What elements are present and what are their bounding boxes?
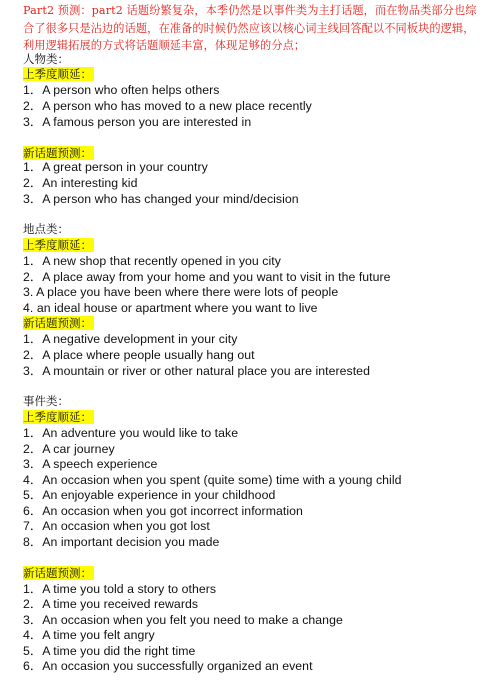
list-item: 3．A mountain or river or other natural place you are interested <box>23 364 370 378</box>
list-item: 6．An occasion you successfully organized an event <box>23 659 313 673</box>
category-heading-events: 事件类： <box>23 394 69 408</box>
highlight-text: 新话题预测： <box>23 316 92 330</box>
list-item: 7．An occasion when you got lost <box>23 519 210 533</box>
highlighted-label-retained-people <box>23 67 94 82</box>
list-item: 1．A great person in your country <box>23 160 208 174</box>
highlight-text: 新话题预测： <box>23 566 92 580</box>
list-item: 1．A time you told a story to others <box>23 582 217 596</box>
list-item: 8．An important decision you made <box>23 535 220 549</box>
highlight-text: 上季度顺延： <box>23 410 92 424</box>
list-item: 5．An enjoyable experience in your childhood <box>23 488 276 502</box>
list-item: 2．A place where people usually hang out <box>23 348 255 362</box>
list-item: 4．A time you felt angry <box>23 628 155 642</box>
highlight-text: 新话题预测： <box>23 146 92 160</box>
highlighted-label-new-people <box>23 146 94 161</box>
highlight-text: 上季度顺延： <box>23 67 92 81</box>
list-item: 1．An adventure you would like to take <box>23 426 239 440</box>
list-item: 3．A speech experience <box>23 457 158 471</box>
list-item: 3．A famous person you are interested in <box>23 115 252 129</box>
highlighted-label-retained-places <box>23 238 94 253</box>
list-item: 2．A car journey <box>23 442 115 456</box>
list-item: 2．A time you received rewards <box>23 597 199 611</box>
list-item: 1．A negative development in your city <box>23 332 238 346</box>
category-heading-people: 人物类： <box>23 52 69 66</box>
list-item: 4. an ideal house or apartment where you want to live <box>23 301 318 315</box>
list-item: 2．An interesting kid <box>23 176 138 190</box>
highlight-text: 上季度顺延： <box>23 238 92 252</box>
list-item: 3. A place you have been where there were lots of people <box>23 285 339 299</box>
list-item: 1．A person who often helps others <box>23 83 220 97</box>
category-heading-places: 地点类： <box>23 222 69 236</box>
list-item: 3．An occasion when you felt you need to make a change <box>23 613 343 627</box>
list-item: 3．A person who has changed your mind/decision <box>23 192 299 206</box>
list-item: 2．A place away from your home and you want to visit in the future <box>23 270 391 284</box>
list-item: 2．A person who has moved to a new place recently <box>23 99 312 113</box>
list-item: 4．An occasion when you spent (quite some) time with a young child <box>23 473 402 487</box>
highlighted-label-new-events <box>23 566 94 581</box>
list-item: 6．An occasion when you got incorrect information <box>23 504 303 518</box>
list-item: 1．A new shop that recently opened in you city <box>23 254 281 268</box>
intro-paragraph: Part2 预测：part2 话题纷繁复杂，本季仍然是以事件类为主打话题，而在物品类部分也综合了很多只是沾边的话题，在准备的时候仍然应该以核心词主线回答配以不同板块的逻辑， 利用逻辑拓展的方式将话题顺延丰富，体现足够的分点； <box>23 4 477 52</box>
list-item: 5．A time you did the right time <box>23 644 196 658</box>
highlighted-label-retained-events <box>23 410 94 425</box>
highlighted-label-new-places <box>23 316 94 331</box>
